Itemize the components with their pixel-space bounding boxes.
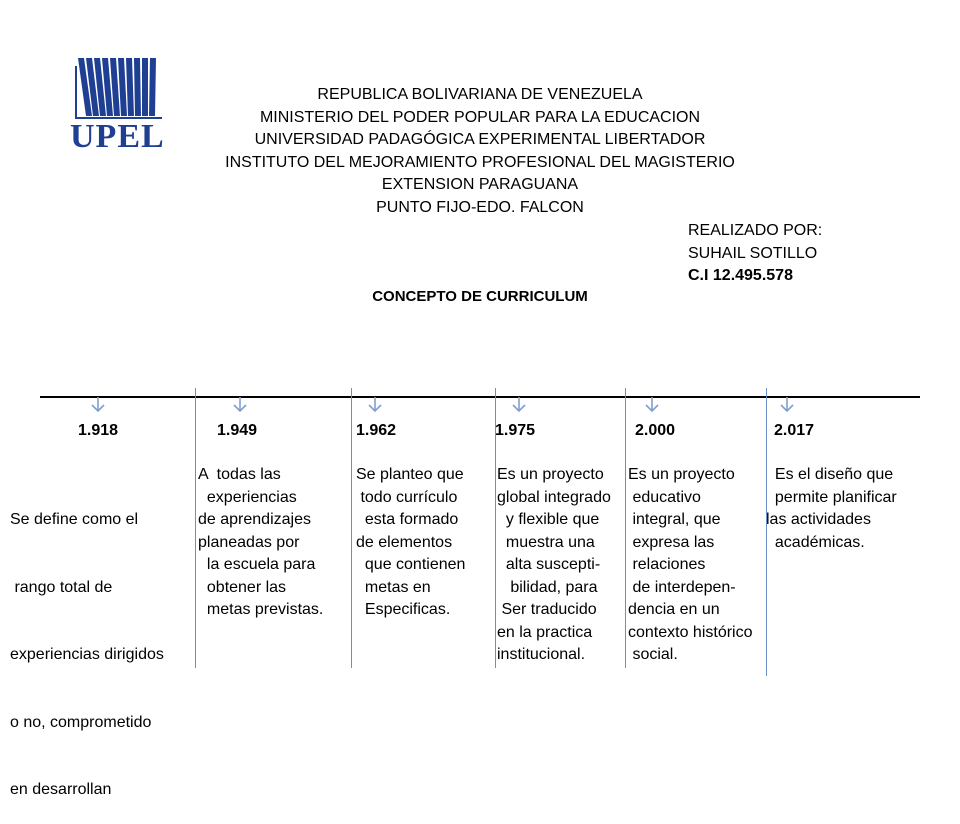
- down-arrow-icon: [368, 397, 382, 413]
- timeline-year: 1.975: [495, 422, 536, 439]
- description-line: global integrado: [497, 488, 611, 506]
- description-line: las actividades: [766, 511, 871, 528]
- down-arrow-icon: [91, 397, 105, 413]
- institution-header: [160, 84, 800, 219]
- description-line: de aprendizajes: [198, 511, 311, 528]
- description-line: metas en: [356, 578, 431, 596]
- author-name: SUHAIL SOTILLO: [688, 244, 818, 262]
- description-line: rango total de: [10, 578, 113, 596]
- description-line: experiencias dirigidos: [10, 646, 164, 663]
- column-divider: [625, 388, 626, 668]
- description-line: educativo: [628, 488, 701, 506]
- author-ci: C.I 12.495.578: [688, 267, 793, 284]
- description-line: de interdepen-: [628, 578, 736, 596]
- column-divider: [351, 388, 352, 668]
- description-line: en desarrollan: [10, 781, 112, 798]
- description-line: en la practica: [497, 623, 593, 641]
- description-line: Se planteo que: [356, 466, 464, 483]
- author-block: [688, 220, 822, 288]
- description-line: académicas.: [766, 533, 865, 551]
- description-line: Especificas.: [356, 601, 451, 618]
- description-line: metas previstas.: [198, 601, 324, 618]
- description-line: Se define como el: [10, 511, 139, 528]
- header-line: REPUBLICA BOLIVARIANA DE VENEZUELA: [317, 86, 643, 103]
- timeline-description: [356, 464, 465, 622]
- description-line: obtener las: [198, 578, 287, 596]
- description-line: o no, comprometido: [10, 713, 152, 731]
- timeline-description: [497, 464, 611, 667]
- description-line: permite planificar: [766, 488, 897, 506]
- description-line: y flexible que: [497, 511, 600, 528]
- down-arrow-icon: [233, 397, 247, 413]
- description-line: alta suscepti-: [497, 556, 601, 573]
- timeline-year: 1.949: [217, 422, 258, 439]
- author-label: REALIZADO POR:: [688, 222, 823, 239]
- description-line: relaciones: [628, 556, 706, 573]
- description-line: experiencias: [198, 488, 297, 506]
- description-line: la escuela para: [198, 556, 316, 573]
- description-line: dencia en un: [628, 601, 720, 618]
- timeline-year: 2.017: [774, 422, 815, 439]
- description-line: Es el diseño que: [766, 466, 894, 483]
- page-title: CONCEPTO DE CURRICULUM: [372, 288, 588, 305]
- header-line: MINISTERIO DEL PODER POPULAR PARA LA EDUCACION: [259, 108, 701, 126]
- header-line: EXTENSION PARAGUANA: [381, 176, 579, 193]
- description-line: bilidad, para: [497, 578, 598, 596]
- header-line: INSTITUTO DEL MEJORAMIENTO PROFESIONAL DEL MAGISTERIO: [225, 153, 735, 171]
- header-line: UNIVERSIDAD PADAGÓGICA EXPERIMENTAL LIBERTADOR: [254, 131, 706, 148]
- description-line: Ser traducido: [497, 601, 597, 618]
- description-line: de elementos: [356, 533, 453, 551]
- timeline-description: [628, 464, 753, 667]
- timeline-year: 1.962: [356, 422, 397, 439]
- down-arrow-icon: [512, 397, 526, 413]
- down-arrow-icon: [780, 397, 794, 413]
- column-divider: [195, 388, 196, 668]
- description-line: planeadas por: [198, 533, 300, 551]
- description-line: Es un proyecto: [628, 466, 735, 483]
- down-arrow-icon: [645, 397, 659, 413]
- description-line: que contienen: [356, 556, 466, 573]
- description-line: esta formado: [356, 511, 459, 528]
- timeline-year: 1.918: [78, 422, 119, 439]
- description-line: muestra una: [497, 533, 595, 551]
- description-line: integral, que: [628, 511, 721, 528]
- description-line: social.: [628, 646, 678, 663]
- description-line: contexto histórico: [628, 623, 753, 641]
- timeline-description: [766, 464, 897, 554]
- header-line: PUNTO FIJO-EDO. FALCON: [376, 198, 584, 216]
- timeline-description: [10, 464, 164, 824]
- timeline-year: 2.000: [635, 422, 676, 439]
- description-line: expresa las: [628, 533, 715, 551]
- description-line: A todas las: [198, 466, 281, 483]
- timeline-description: [198, 464, 323, 622]
- description-line: Es un proyecto: [497, 466, 604, 483]
- description-line: institucional.: [497, 646, 586, 663]
- description-line: todo currículo: [356, 488, 458, 506]
- upel-logo-text: UPEL: [70, 118, 165, 155]
